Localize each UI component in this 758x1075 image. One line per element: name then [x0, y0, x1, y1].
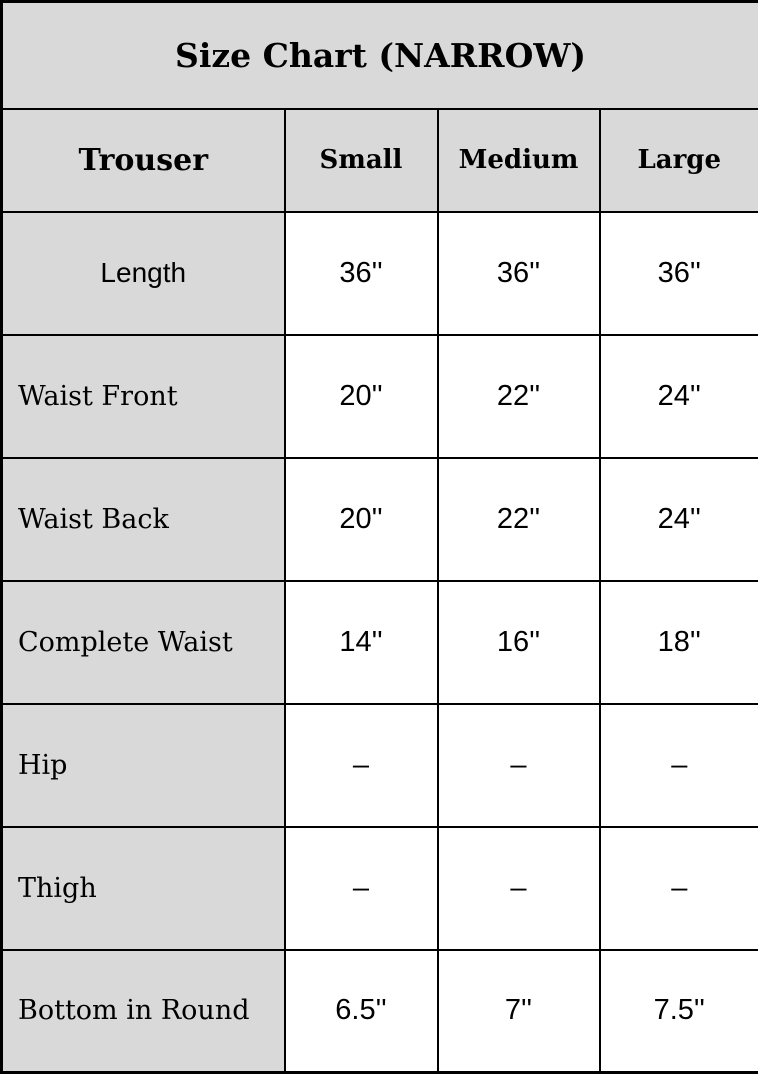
- table-row-thigh: [2, 827, 758, 950]
- row-label-bottom-in-round: Bottom in Round: [2, 950, 285, 1073]
- row-label-thigh: Thigh: [2, 827, 285, 950]
- value-cell: 20'': [285, 335, 438, 458]
- value-cell: 18'': [600, 581, 758, 704]
- row-label-waist-back: Waist Back: [2, 458, 285, 581]
- value-cell: –: [438, 704, 600, 827]
- column-header-trouser: Trouser: [2, 109, 285, 212]
- table-row-hip: [2, 704, 758, 827]
- chart-title: Size Chart (NARROW): [2, 2, 758, 109]
- header-row: [2, 109, 758, 212]
- value-cell: 36'': [600, 212, 758, 335]
- value-cell: 22'': [438, 458, 600, 581]
- value-cell: 6.5'': [285, 950, 438, 1073]
- column-header-small: Small: [285, 109, 438, 212]
- value-cell: –: [285, 704, 438, 827]
- row-label-hip: Hip: [2, 704, 285, 827]
- row-label-length: Length: [2, 212, 285, 335]
- value-cell: 36'': [285, 212, 438, 335]
- value-cell: –: [600, 827, 758, 950]
- value-cell: –: [438, 827, 600, 950]
- value-cell: 22'': [438, 335, 600, 458]
- row-label-waist-front: Waist Front: [2, 335, 285, 458]
- table-row-waist-back: [2, 458, 758, 581]
- value-cell: 7.5'': [600, 950, 758, 1073]
- value-cell: 7'': [438, 950, 600, 1073]
- value-cell: 16'': [438, 581, 600, 704]
- value-cell: 36'': [438, 212, 600, 335]
- row-label-complete-waist: Complete Waist: [2, 581, 285, 704]
- value-cell: 24'': [600, 335, 758, 458]
- table-row-bottom-in-round: [2, 950, 758, 1073]
- value-cell: –: [285, 827, 438, 950]
- value-cell: –: [600, 704, 758, 827]
- column-header-large: Large: [600, 109, 758, 212]
- column-header-medium: Medium: [438, 109, 600, 212]
- table-row-complete-waist: [2, 581, 758, 704]
- title-row: [2, 2, 758, 109]
- table-row-length: [2, 212, 758, 335]
- value-cell: 24'': [600, 458, 758, 581]
- table-row-waist-front: [2, 335, 758, 458]
- value-cell: 20'': [285, 458, 438, 581]
- value-cell: 14'': [285, 581, 438, 704]
